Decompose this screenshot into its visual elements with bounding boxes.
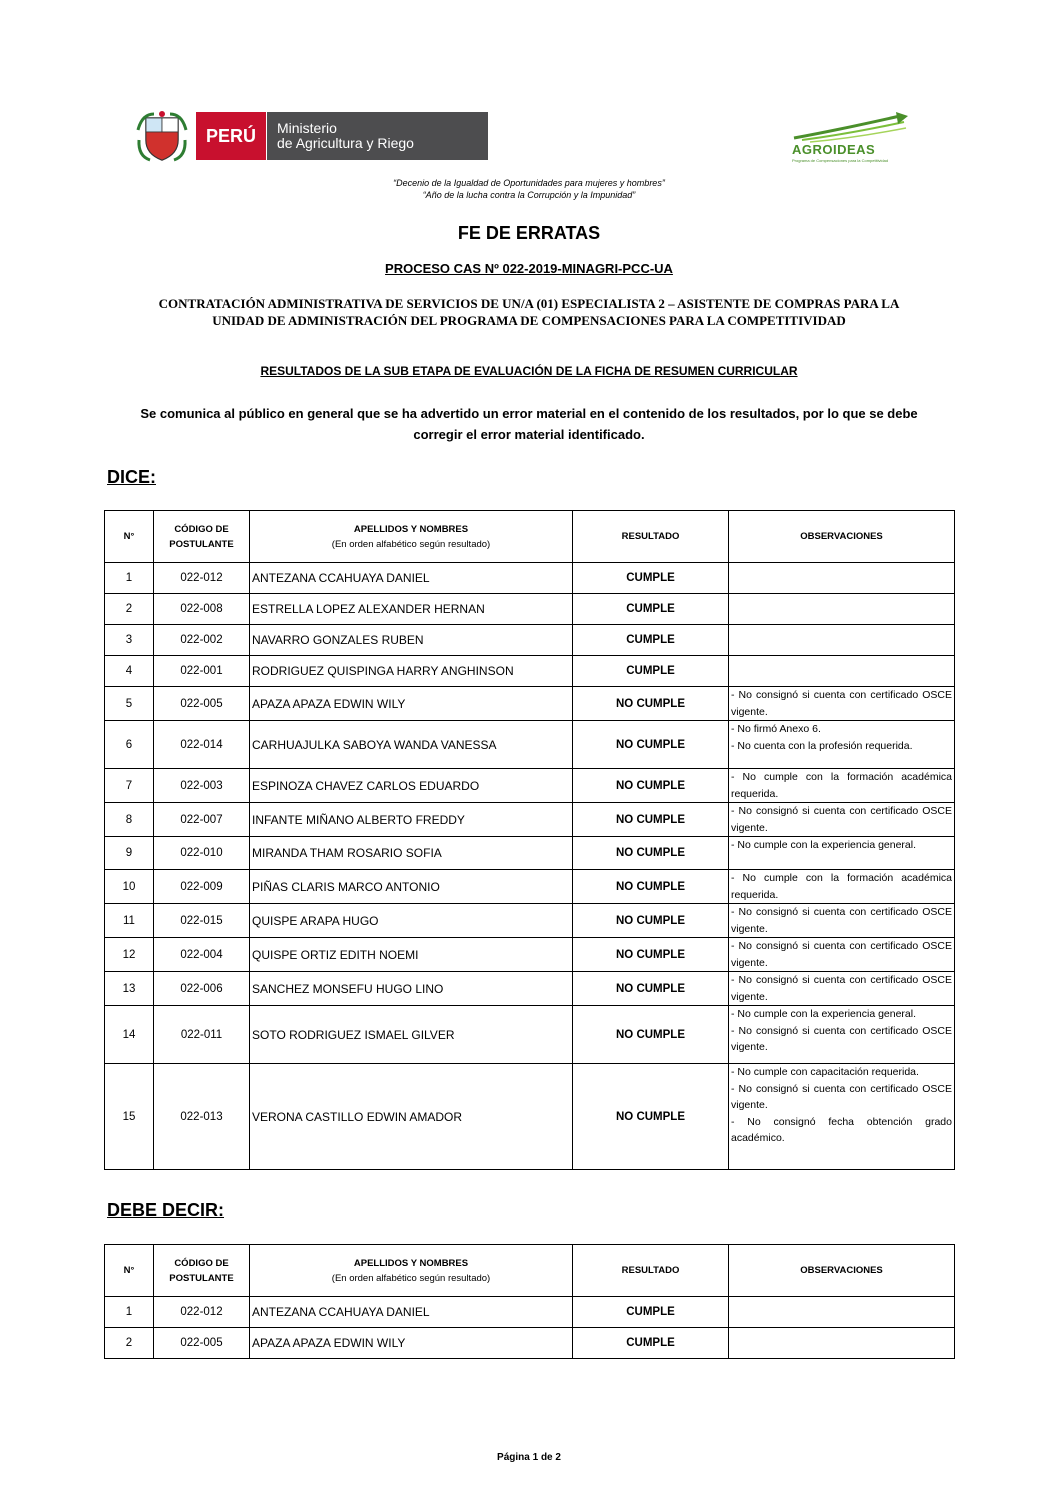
cell-result: CUMPLE xyxy=(573,656,729,687)
motto-line1: “Decenio de la Igualdad de Oportunidades para mujeres y hombres” xyxy=(393,178,665,188)
agroideas-logo xyxy=(788,112,912,164)
observation-item: - No consignó si cuenta con certificado OSCE vigente. xyxy=(731,805,952,834)
col-code: CÓDIGO DE POSTULANTE xyxy=(154,1245,250,1297)
cell-name: INFANTE MIÑANO ALBERTO FREDDY xyxy=(250,803,573,837)
cell-number: 14 xyxy=(105,1006,154,1064)
cell-code: 022-006 xyxy=(154,972,250,1006)
table-row xyxy=(105,594,955,625)
contract-line1: CONTRATACIÓN ADMINISTRATIVA DE SERVICIOS DE UN/A (01) ESPECIALISTA 2 – ASISTENTE DE COMPRAS PARA LA xyxy=(158,296,900,311)
cell-name: PIÑAS CLARIS MARCO ANTONIO xyxy=(250,870,573,904)
table-row xyxy=(105,1064,955,1170)
col-obs: OBSERVACIONES xyxy=(729,511,955,563)
cell-observations xyxy=(729,594,955,625)
table-row xyxy=(105,938,955,972)
cell-number: 3 xyxy=(105,625,154,656)
cell-name: SOTO RODRIGUEZ ISMAEL GILVER xyxy=(250,1006,573,1064)
cell-number: 11 xyxy=(105,904,154,938)
observation-item: - No consignó si cuenta con certificado OSCE vigente. xyxy=(731,906,952,935)
cell-observations xyxy=(729,904,955,938)
cell-code: 022-005 xyxy=(154,1328,250,1359)
cell-number: 6 xyxy=(105,721,154,769)
cell-result: NO CUMPLE xyxy=(573,721,729,769)
col-obs: OBSERVACIONES xyxy=(729,1245,955,1297)
cell-result: NO CUMPLE xyxy=(573,687,729,721)
cell-observations xyxy=(729,972,955,1006)
col-n: N° xyxy=(105,1245,154,1297)
cell-result: NO CUMPLE xyxy=(573,837,729,870)
cell-observations xyxy=(729,1297,955,1328)
cell-observations xyxy=(729,687,955,721)
cell-number: 13 xyxy=(105,972,154,1006)
observation-item: - No consignó si cuenta con certificado OSCE vigente. xyxy=(731,940,952,969)
observation-item: - No consignó fecha obtención grado académico. xyxy=(731,1115,952,1144)
table-header-row xyxy=(105,1245,955,1297)
peru-coat-of-arms-icon xyxy=(136,110,188,162)
table-row xyxy=(105,1006,955,1064)
cell-code: 022-012 xyxy=(154,1297,250,1328)
observation-item: - No cumple con la formación académica requerida. xyxy=(731,771,952,800)
cell-result: CUMPLE xyxy=(573,1328,729,1359)
contract-description xyxy=(0,295,1058,329)
cell-observations xyxy=(729,1006,955,1064)
notice-text xyxy=(0,403,1058,445)
cell-number: 10 xyxy=(105,870,154,904)
col-result: RESULTADO xyxy=(573,1245,729,1297)
cell-observations xyxy=(729,938,955,972)
table-row xyxy=(105,721,955,769)
cell-code: 022-007 xyxy=(154,803,250,837)
table-row xyxy=(105,904,955,938)
observation-item: - No consignó si cuenta con certificado OSCE vigente. xyxy=(731,1024,952,1053)
table-row xyxy=(105,687,955,721)
agroideas-swoosh-icon xyxy=(788,112,912,144)
cell-observations xyxy=(729,769,955,803)
table-row xyxy=(105,1328,955,1359)
cell-code: 022-012 xyxy=(154,563,250,594)
process-number: PROCESO CAS Nº 022-2019-MINAGRI-PCC-UA xyxy=(385,261,673,276)
notice-line1: Se comunica al público en general que se ha advertido un error material en el contenido de los resultados, por lo que se debe xyxy=(140,406,918,421)
cell-number: 9 xyxy=(105,837,154,870)
cell-result: NO CUMPLE xyxy=(573,769,729,803)
ministry-name xyxy=(266,112,488,160)
cell-code: 022-010 xyxy=(154,837,250,870)
observation-item: - No firmó Anexo 6. xyxy=(731,723,821,735)
cell-name: QUISPE ARAPA HUGO xyxy=(250,904,573,938)
cell-result: NO CUMPLE xyxy=(573,1064,729,1170)
observation-item: - No cumple con la formación académica requerida. xyxy=(731,872,952,901)
section-subtitle: RESULTADOS DE LA SUB ETAPA DE EVALUACIÓN DE LA FICHA DE RESUMEN CURRICULAR xyxy=(260,364,798,378)
cell-number: 5 xyxy=(105,687,154,721)
cell-observations xyxy=(729,1064,955,1170)
cell-name: ESTRELLA LOPEZ ALEXANDER HERNAN xyxy=(250,594,573,625)
col-n: N° xyxy=(105,511,154,563)
cell-number: 15 xyxy=(105,1064,154,1170)
dice-table xyxy=(104,510,955,1170)
ministry-line1: Ministerio xyxy=(277,120,337,136)
table-row xyxy=(105,563,955,594)
cell-number: 1 xyxy=(105,1297,154,1328)
ministry-logo xyxy=(136,110,488,162)
cell-name: RODRIGUEZ QUISPINGA HARRY ANGHINSON xyxy=(250,656,573,687)
col-name: APELLIDOS Y NOMBRES (En orden alfabético según resultado) xyxy=(250,1245,573,1297)
ministry-line2: de Agricultura y Riego xyxy=(277,135,414,151)
table-row xyxy=(105,803,955,837)
observation-item: - No cuenta con la profesión requerida. xyxy=(731,739,913,752)
cell-observations xyxy=(729,563,955,594)
cell-result: CUMPLE xyxy=(573,563,729,594)
cell-result: NO CUMPLE xyxy=(573,1006,729,1064)
table-row xyxy=(105,656,955,687)
table-row xyxy=(105,625,955,656)
observation-item: - No consignó si cuenta con certificado OSCE vigente. xyxy=(731,1082,952,1111)
contract-line2: UNIDAD DE ADMINISTRACIÓN DEL PROGRAMA DE COMPENSACIONES PARA LA COMPETITIVIDAD xyxy=(212,313,846,328)
cell-number: 4 xyxy=(105,656,154,687)
observation-item: - No consignó si cuenta con certificado OSCE vigente. xyxy=(731,974,952,1003)
cell-code: 022-003 xyxy=(154,769,250,803)
cell-observations xyxy=(729,721,955,769)
agroideas-tagline: Programa de Compensaciones para la Competitividad xyxy=(792,158,889,163)
cell-result: NO CUMPLE xyxy=(573,870,729,904)
observation-item: - No cumple con la experiencia general. xyxy=(731,839,917,851)
col-name: APELLIDOS Y NOMBRES (En orden alfabético según resultado) xyxy=(250,511,573,563)
cell-observations xyxy=(729,870,955,904)
cell-number: 2 xyxy=(105,594,154,625)
dice-heading: DICE: xyxy=(107,467,156,487)
debe-decir-heading: DEBE DECIR: xyxy=(107,1200,225,1220)
cell-code: 022-004 xyxy=(154,938,250,972)
cell-result: CUMPLE xyxy=(573,1297,729,1328)
peru-label: PERÚ xyxy=(196,112,266,160)
agroideas-label: AGROIDEAS xyxy=(792,142,876,157)
page-number: Página 1 de 2 xyxy=(497,1452,561,1463)
cell-code: 022-013 xyxy=(154,1064,250,1170)
cell-number: 2 xyxy=(105,1328,154,1359)
observation-item: - No consignó si cuenta con certificado OSCE vigente. xyxy=(731,689,952,718)
cell-result: NO CUMPLE xyxy=(573,904,729,938)
cell-name: VERONA CASTILLO EDWIN AMADOR xyxy=(250,1064,573,1170)
col-result: RESULTADO xyxy=(573,511,729,563)
observation-item: - No cumple con capacitación requerida. xyxy=(731,1066,919,1078)
cell-code: 022-014 xyxy=(154,721,250,769)
table-header-row xyxy=(105,511,955,563)
cell-name: APAZA APAZA EDWIN WILY xyxy=(250,1328,573,1359)
cell-code: 022-008 xyxy=(154,594,250,625)
cell-name: SANCHEZ MONSEFU HUGO LINO xyxy=(250,972,573,1006)
table-row xyxy=(105,837,955,870)
cell-name: ESPINOZA CHAVEZ CARLOS EDUARDO xyxy=(250,769,573,803)
cell-code: 022-001 xyxy=(154,656,250,687)
cell-observations xyxy=(729,803,955,837)
cell-observations xyxy=(729,656,955,687)
cell-code: 022-002 xyxy=(154,625,250,656)
motto xyxy=(0,177,1058,201)
cell-observations xyxy=(729,837,955,870)
cell-name: ANTEZANA CCAHUAYA DANIEL xyxy=(250,1297,573,1328)
cell-number: 7 xyxy=(105,769,154,803)
motto-line2: “Año de la lucha contra la Corrupción y la Impunidad” xyxy=(422,190,636,200)
cell-observations xyxy=(729,625,955,656)
cell-name: CARHUAJULKA SABOYA WANDA VANESSA xyxy=(250,721,573,769)
table-row xyxy=(105,769,955,803)
cell-number: 1 xyxy=(105,563,154,594)
cell-code: 022-015 xyxy=(154,904,250,938)
col-code: CÓDIGO DE POSTULANTE xyxy=(154,511,250,563)
cell-name: MIRANDA THAM ROSARIO SOFIA xyxy=(250,837,573,870)
observation-item: - No cumple con la experiencia general. xyxy=(731,1008,917,1020)
cell-name: APAZA APAZA EDWIN WILY xyxy=(250,687,573,721)
table-row xyxy=(105,1297,955,1328)
debe-decir-table xyxy=(104,1244,955,1359)
cell-number: 12 xyxy=(105,938,154,972)
cell-name: QUISPE ORTIZ EDITH NOEMI xyxy=(250,938,573,972)
cell-code: 022-005 xyxy=(154,687,250,721)
cell-name: NAVARRO GONZALES RUBEN xyxy=(250,625,573,656)
cell-result: NO CUMPLE xyxy=(573,803,729,837)
cell-code: 022-011 xyxy=(154,1006,250,1064)
cell-result: CUMPLE xyxy=(573,594,729,625)
cell-result: CUMPLE xyxy=(573,625,729,656)
table-row xyxy=(105,972,955,1006)
cell-name: ANTEZANA CCAHUAYA DANIEL xyxy=(250,563,573,594)
cell-observations xyxy=(729,1328,955,1359)
cell-result: NO CUMPLE xyxy=(573,938,729,972)
cell-code: 022-009 xyxy=(154,870,250,904)
document-title: FE DE ERRATAS xyxy=(457,223,601,243)
notice-line2: corregir el error material identificado. xyxy=(413,427,645,442)
table-row xyxy=(105,870,955,904)
cell-result: NO CUMPLE xyxy=(573,972,729,1006)
cell-number: 8 xyxy=(105,803,154,837)
